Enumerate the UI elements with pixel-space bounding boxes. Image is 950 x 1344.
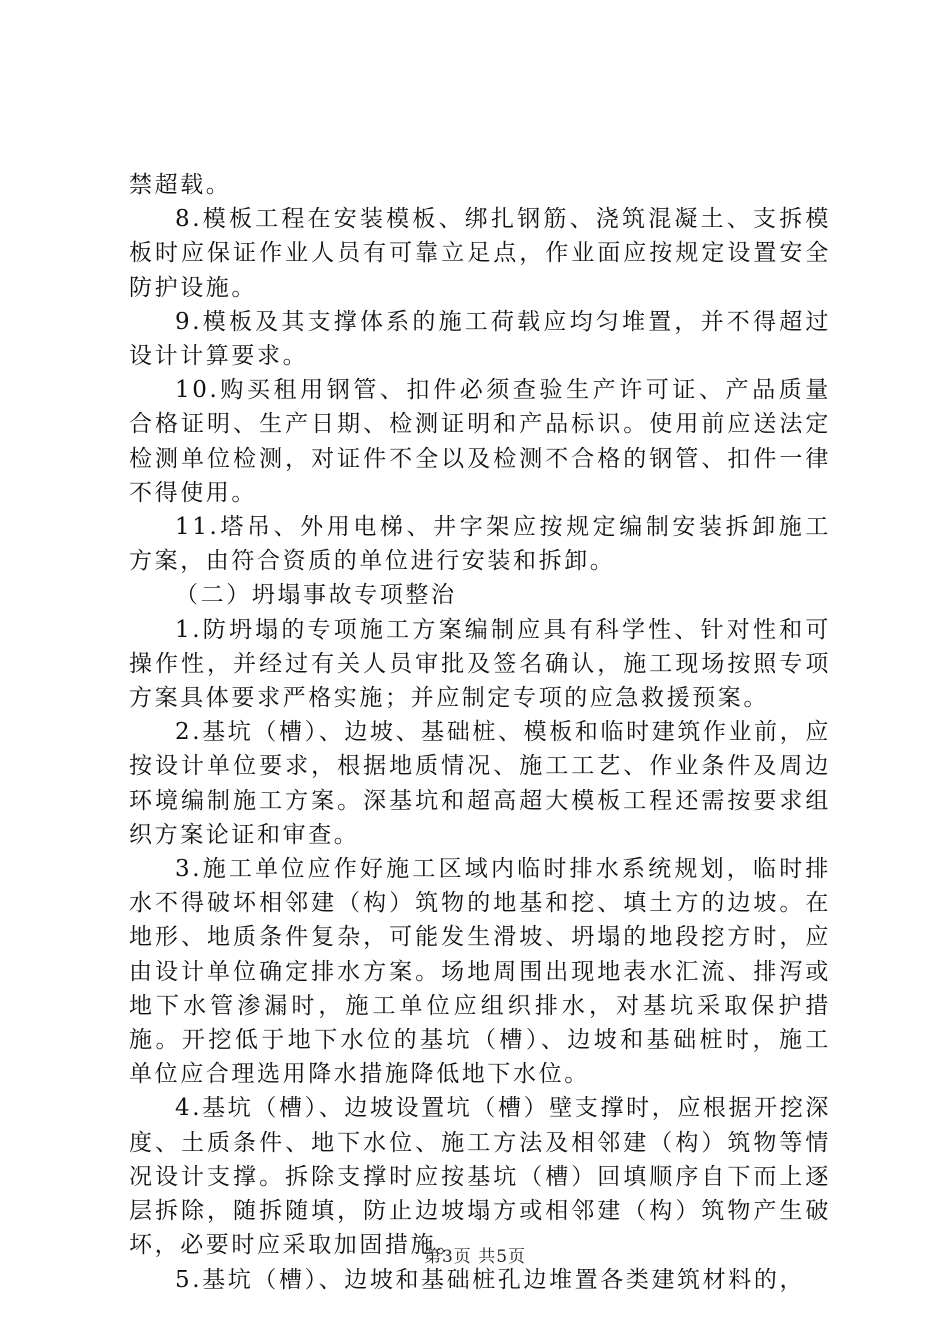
paragraph-item-3: 3.施工单位应作好施工区域内临时排水系统规划，临时排水不得破坏相邻建（构）筑物的地基和挖、填土方的边坡。在地形、地质条件复杂，可能发生滑坡、坍塌的地段挖方时，应由设计单位确定排水方案。场地周围出现地表水汇流、排泻或地下水管渗漏时，施工单位应组织排水，对基坑采取保护措施。开挖低于地下水位的基坑（槽）、边坡和基础桩时，施工单位应合理选用降水措施降低地下水位。 [129, 856, 831, 1088]
document-body [129, 168, 831, 1297]
paragraph-continuation: 禁超载。 [129, 172, 232, 198]
page-number-footer: 第3页 共5页 [423, 1247, 527, 1267]
paragraph-item-8: 8.模板工程在安装模板、绑扎钢筋、浇筑混凝土、支拆模板时应保证作业人员有可靠立足点，作业面应按规定设置安全防护设施。 [129, 206, 831, 301]
paragraph-item-4: 4.基坑（槽）、边坡设置坑（槽）壁支撑时，应根据开挖深度、土质条件、地下水位、施工方法及相邻建（构）筑物等情况设计支撑。拆除支撑时应按基坑（槽）回填顺序自下而上逐层拆除，随拆随填，防止边坡塌方或相邻建（构）筑物产生破坏，必要时应采取加固措施。 [129, 1095, 831, 1259]
paragraph-item-9: 9.模板及其支撑体系的施工荷载应均匀堆置，并不得超过设计计算要求。 [129, 308, 831, 370]
paragraph-item-11: 11.塔吊、外用电梯、井字架应按规定编制安装拆卸施工方案，由符合资质的单位进行安装和拆卸。 [129, 514, 831, 575]
section-heading: （二）坍塌事故专项整治 [175, 582, 457, 609]
paragraph-item-2: 2.基坑（槽）、边坡、基础桩、模板和临时建筑作业前，应按设计单位要求，根据地质情况、施工工艺、作业条件及周边环境编制施工方案。深基坑和超高超大模板工程还需按要求组织方案论证和审查。 [129, 719, 831, 848]
paragraph-item-5: 5.基坑（槽）、边坡和基础桩孔边堆置各类建筑材料的， [175, 1266, 806, 1293]
paragraph-item-1: 1.防坍塌的专项施工方案编制应具有科学性、针对性和可操作性，并经过有关人员审批及签名确认，施工现场按照专项方案具体要求严格实施；并应制定专项的应急救援预案。 [129, 616, 831, 712]
paragraph-item-10: 10.购买租用钢管、扣件必须查验生产许可证、产品质量合格证明、生产日期、检测证明和产品标识。使用前应送法定检测单位检测，对证件不全以及检测不合格的钢管、扣件一律不得使用。 [129, 377, 831, 506]
